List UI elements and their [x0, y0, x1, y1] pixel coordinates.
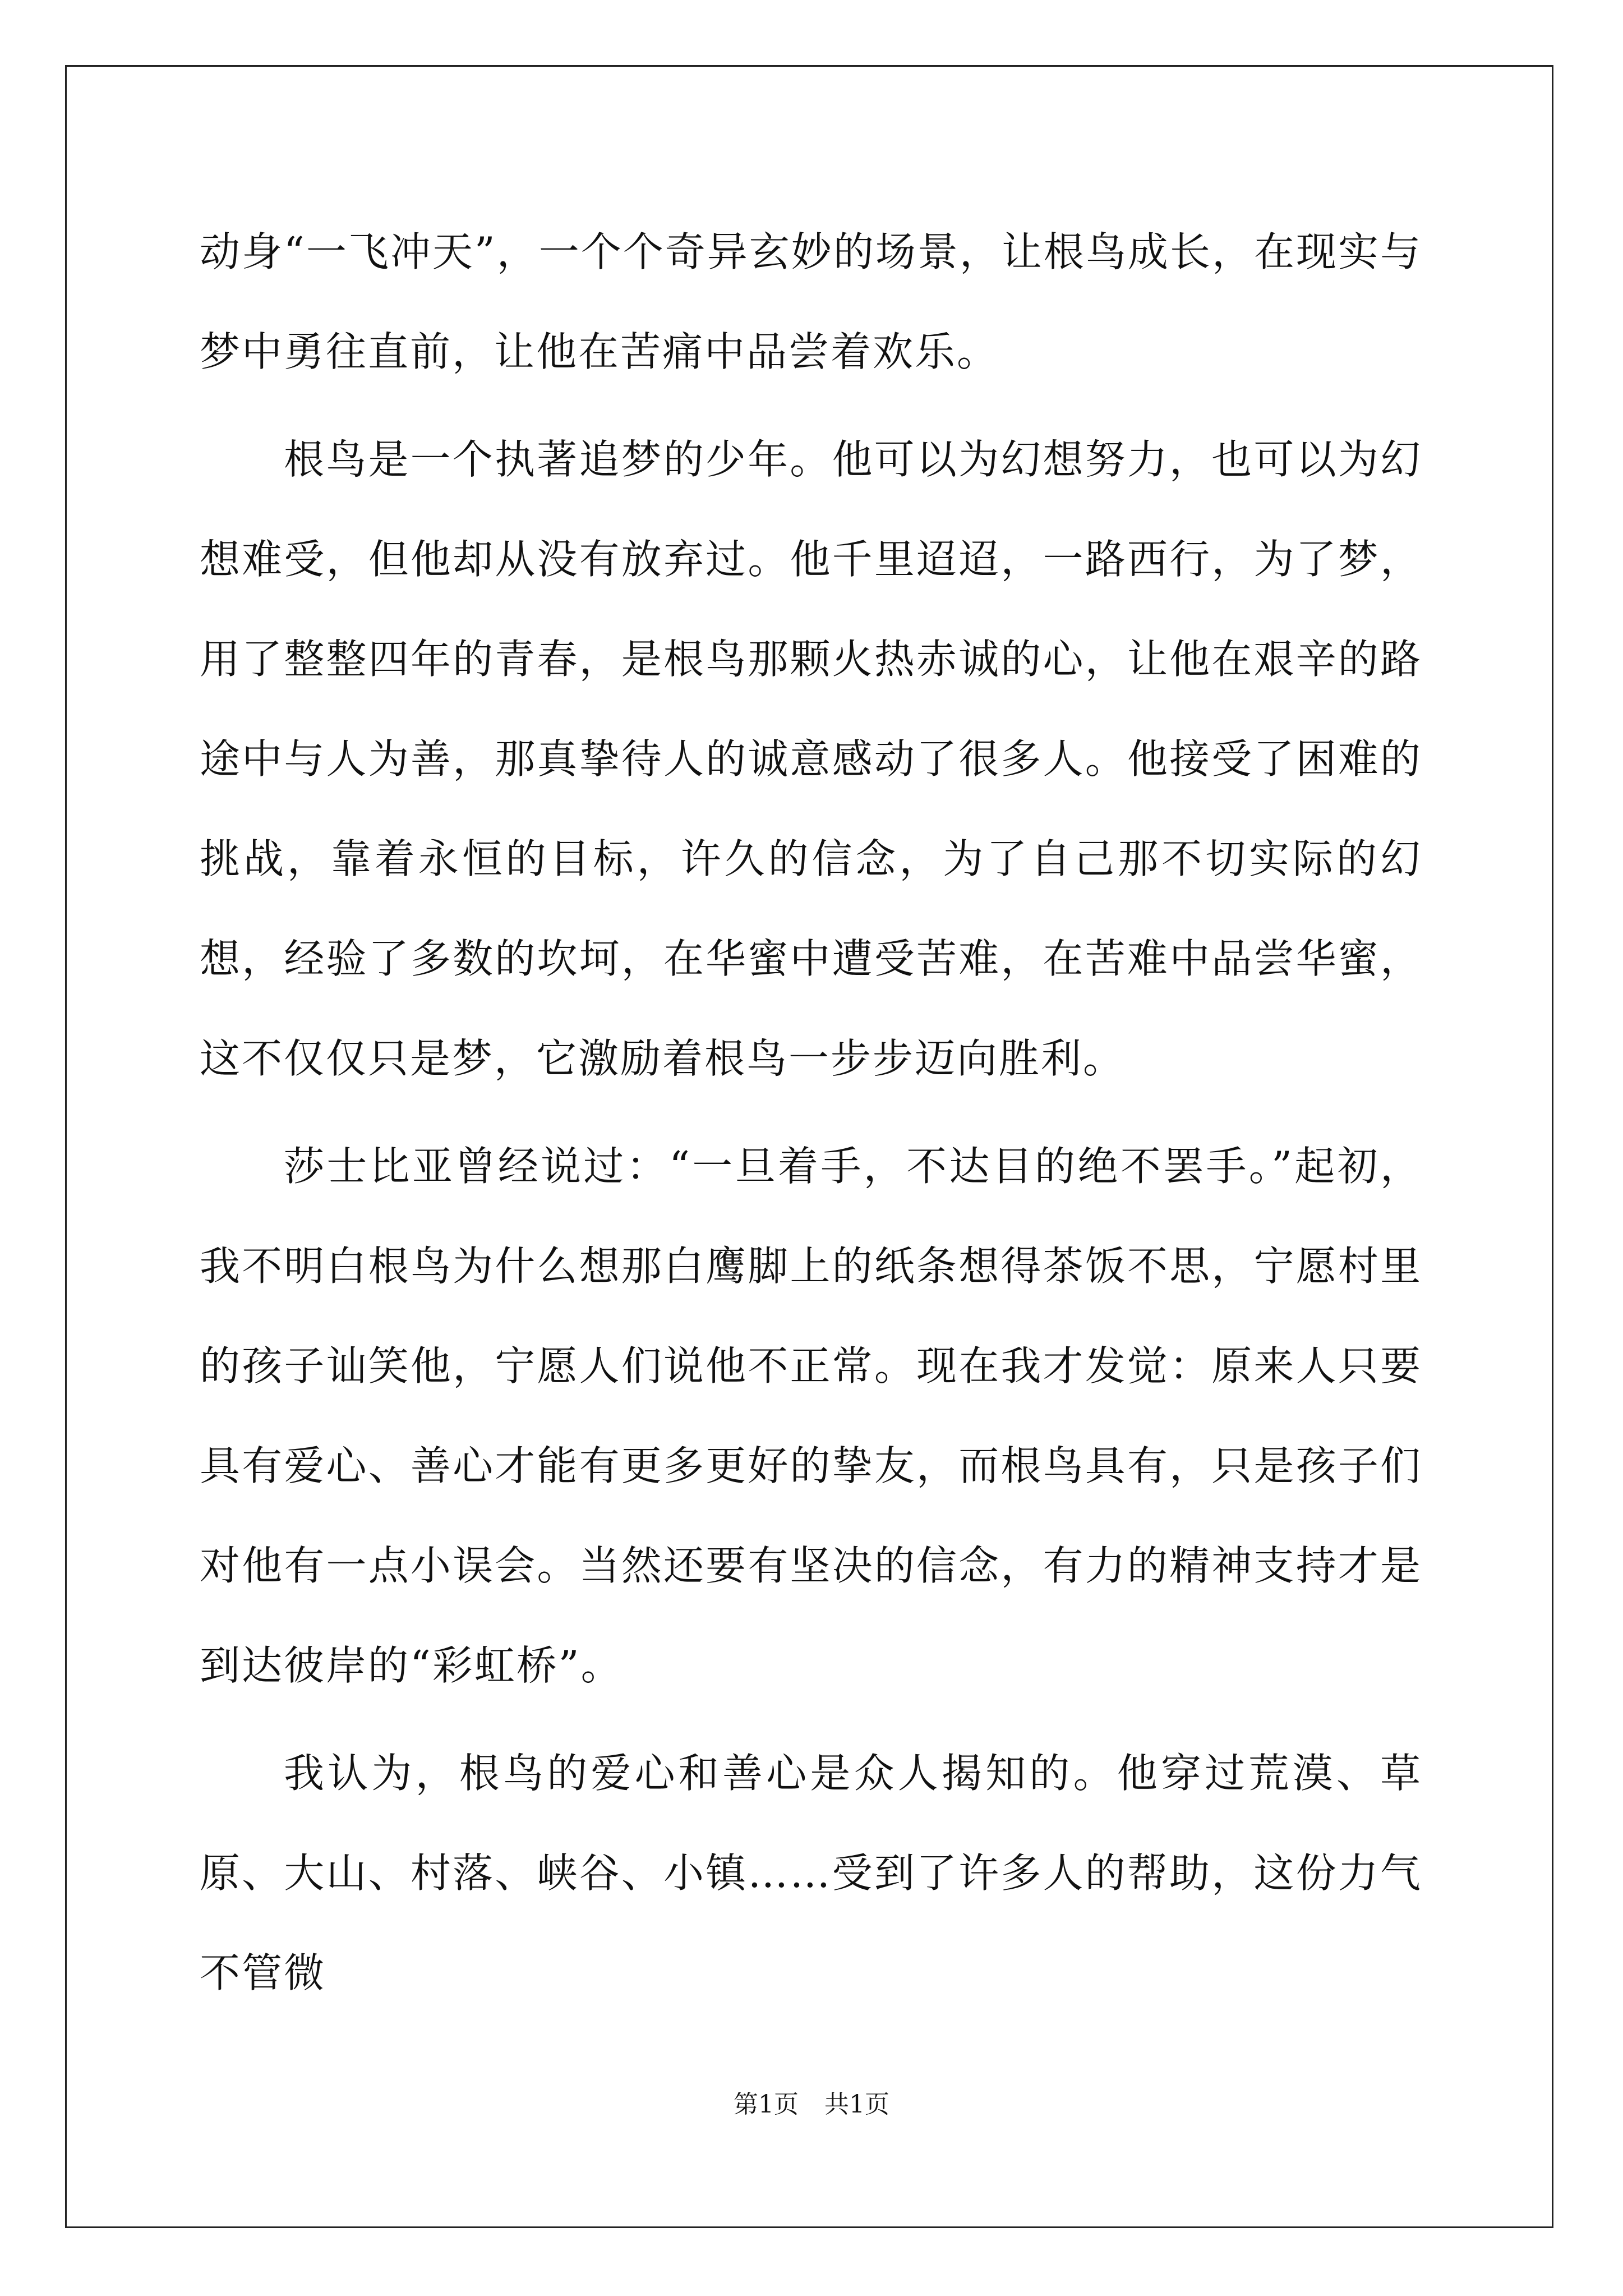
- page-total: 共1页: [824, 2090, 889, 2119]
- page-number: 第1页: [734, 2090, 799, 2119]
- document-body: [200, 202, 1422, 2031]
- paragraph: 根鸟是一个执著追梦的少年。他可以为幻想努力，也可以为幻想难受，但他却从没有放弃过。他千里迢迢，一路西行，为了梦，用了整整四年的青春，是根鸟那颗火热赤诚的心，让他在艰辛的路途中与人为善，那真挚待人的诚意感动了很多人。他接受了困难的挑战，靠着永恒的目标，许久的信念，为了自己那不切实际的幻想，经验了多数的坎坷，在华蜜中遭受苦难，在苦难中品尝华蜜，这不仅仅只是梦，它激励着根鸟一步步迈向胜利。: [200, 436, 1422, 1082]
- paragraph: 莎士比亚曾经说过：“一旦着手，不达目的绝不罢手。”起初，我不明白根鸟为什么想那白鹰脚上的纸条想得茶饭不思，宁愿村里的孩子讪笑他，宁愿人们说他不正常。现在我才发觉：原来人只要具有爱心、善心才能有更多更好的挚友，而根鸟具有，只是孩子们对他有一点小误会。当然还要有坚决的信念，有力的精神支持才是到达彼岸的“彩虹桥”。: [200, 1143, 1422, 1689]
- paragraph: 动身“一飞冲天”，一个个奇异玄妙的场景，让根鸟成长，在现实与梦中勇往直前，让他在苦痛中品尝着欢乐。: [200, 228, 1422, 375]
- paragraph: 我认为，根鸟的爱心和善心是众人揭知的。他穿过荒漠、草原、大山、村落、峡谷、小镇……受到了许多人的帮助，这份力气不管微: [200, 1750, 1422, 1996]
- page-footer: [0, 2088, 1623, 2122]
